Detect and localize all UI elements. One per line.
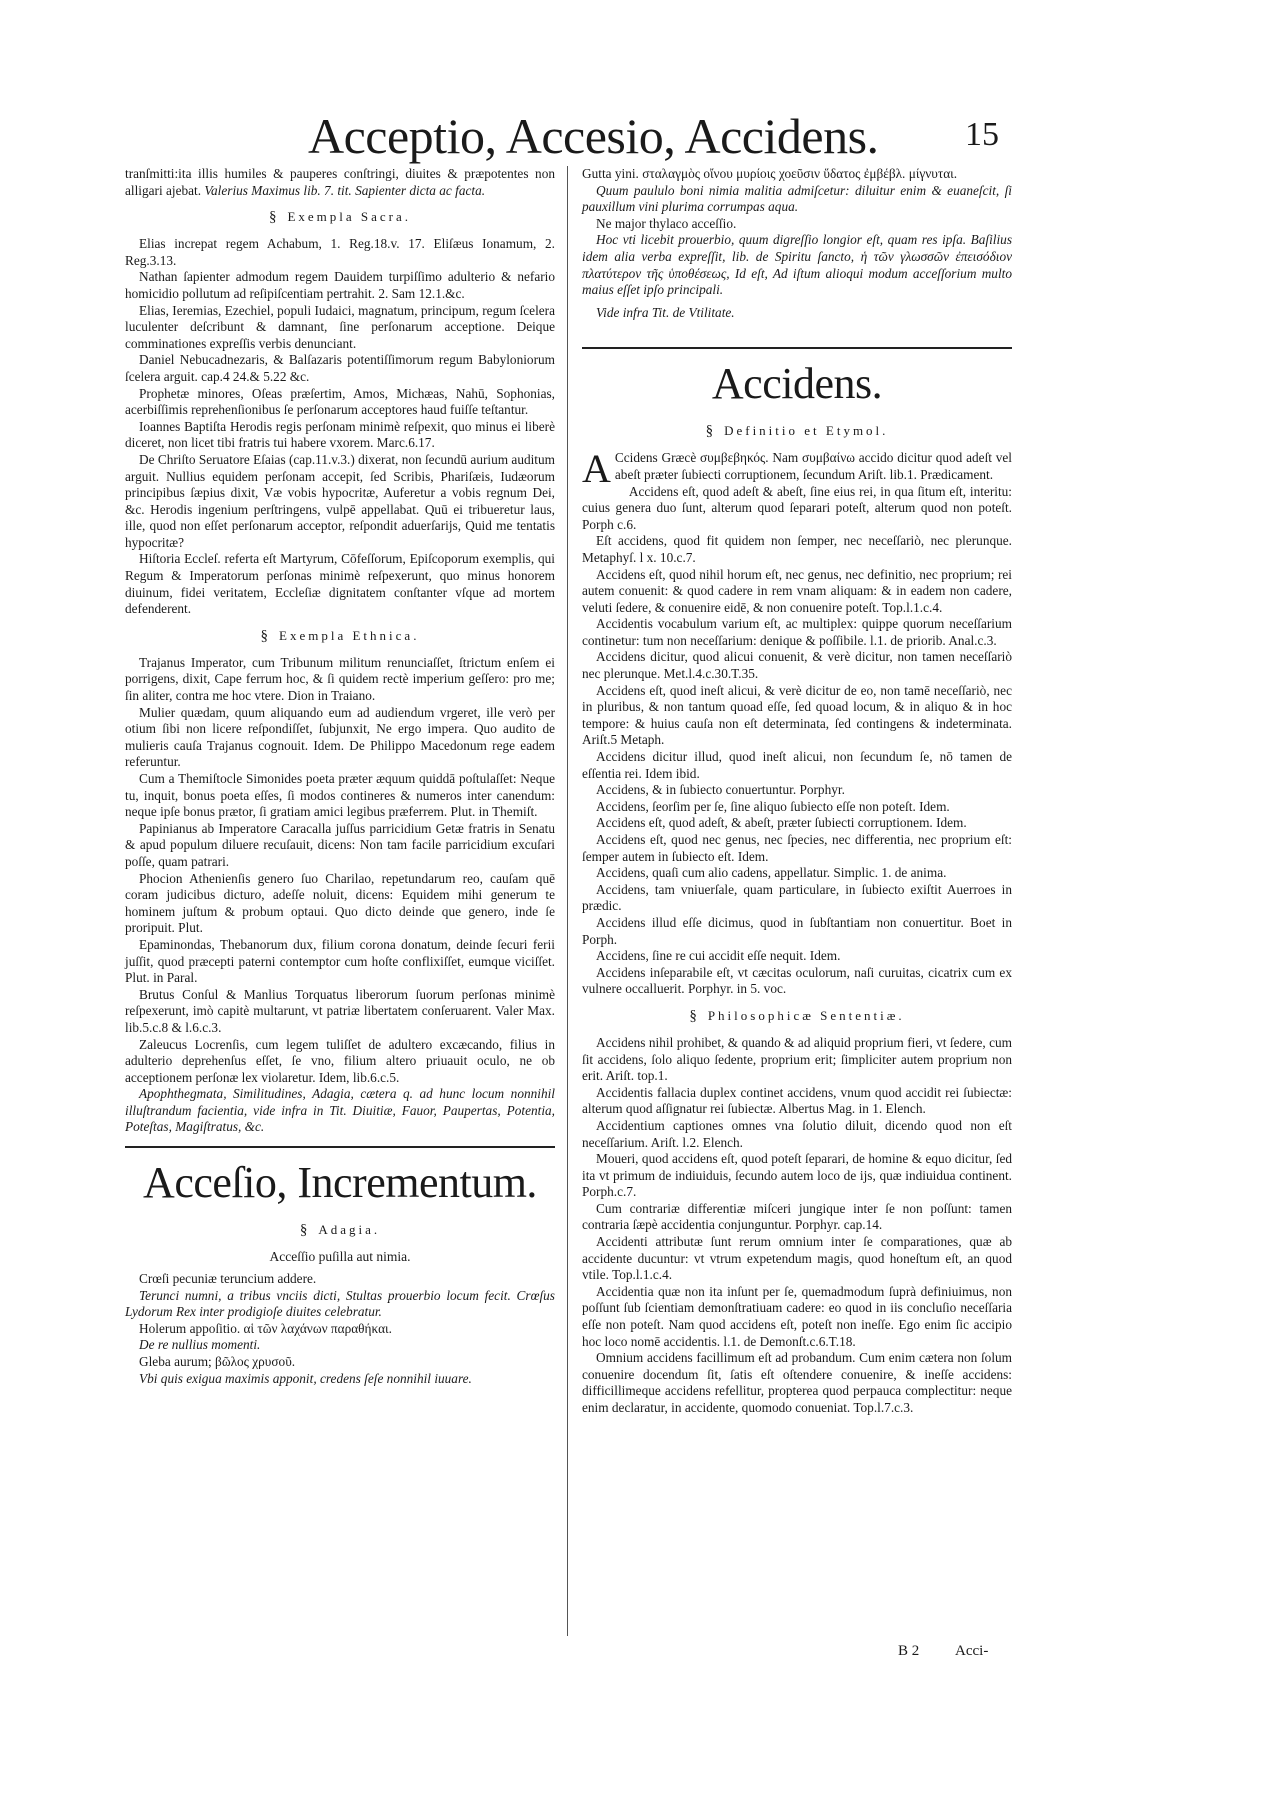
adage-line: Vbi quis exigua maximis apponit, credens ſeſe nonnihil iuuare. xyxy=(139,1370,472,1386)
heading-exempla-ethnica: § Exempla Ethnica. xyxy=(260,627,420,644)
paragraph: Papinianus ab Imperatore Caracalla juſſus parricidium Getæ fratris in Senatu & apud populum diluere recuſauit, dicens: Non tam facile parricidium excuſari poſſe, quam patrari. xyxy=(125,820,555,869)
section-title-accessio: Acceſio, Incrementum. xyxy=(143,1158,537,1208)
paragraph: Accidens inſeparabile eſt, vt cæcitas oculorum, naſi curuitas, cicatrix cum ex vulnere occalluerit. Porphyr. in 5. voc. xyxy=(582,964,1012,997)
paragraph: Moueri, quod accidens eſt, quod poteſt ſeparari, de homine & equo dicitur, ſed ita vt primum de indiuiduis, ſecundo autem loco de ijs, quæ indiuidua continent. Porph.c.7. xyxy=(582,1151,1012,1200)
adage-line: Hoc vti licebit prouerbio, quum digreſſio longior eſt, quam res ipſa. Baſilius idem alia verba expreſſit, lib. de Spiritu ſancto, ἡ τῶν γλωσσῶν ἐπεισόδιον πλατύτερον τῆς ὑποθέσεως, Id eſt, Ad iſtum alioqui modum acceſſorium multo maius eſſet ipſo principali. xyxy=(582,232,1012,298)
paragraph: Trajanus Imperator, cum Tribunum militum renunciaſſet, ſtrictum enſem ei porrigens, dixit, Cape ferrum hoc, & ſi quidem rectè imperium geſſero: pro me; ſin aliter, contra me hoc vtere. Dion in Traiano. xyxy=(125,654,555,704)
paragraph: Cum a Themiſtocle Simonides poeta præter æquum quiddā poſtulaſſet: Neque tu, inquit, bonus poeta eſſes, ſi modos contineres & numeros inter canendum: neque ipſe bonus prætor, ſi gratiam amici legibus præferrem. Plut. in Themiſt. xyxy=(125,771,555,820)
catchword: Acci- xyxy=(955,1643,989,1659)
paragraph: Accidens, ſine re cui accidit eſſe nequit. Idem. xyxy=(596,948,841,964)
adage-line: Gleba aurum; βῶλος χρυσοῦ. xyxy=(139,1354,296,1370)
left-column xyxy=(125,166,555,1387)
paragraph: Prophetæ minores, Oſeas præſertim, Amos, Michæas, Nahū, Sophonias, acerbiſſimis reprehenſionibus ſe perſonarum acceptores haud fuiſſe teſtantur. xyxy=(125,385,555,418)
paragraph: Daniel Nebucadnezaris, & Balſazaris potentiſſimorum regum Babyloniorum ſcelera arguit. cap.4 24.& 5.22 &c. xyxy=(125,352,555,384)
running-title: Acceptio, Accesio, Accidens. xyxy=(308,108,879,164)
heading-definitio: § Definitio et Etymol. xyxy=(705,423,889,440)
paragraph: Accidens, & in ſubiecto conuertuntur. Porphyr. xyxy=(596,782,845,798)
paragraph: Epaminondas, Thebanorum dux, filium corona donatum, deinde ſecuri ferii juſſit, quod præcepti paterni contemptor cum hoſte conflixiſſet, eumque viciſſet. Plut. in Paral. xyxy=(125,936,555,986)
section-rule xyxy=(125,1146,555,1148)
adage-line: Terunci numni, a tribus vnciis dicti, Stultas prouerbio locum fecit. Crœſus Lydorum Rex inter prodigioſe diuites celebratur. xyxy=(125,1287,555,1320)
adage-line: Ne major thylaco acceſſio. xyxy=(596,215,737,231)
paragraph: Accidentis fallacia duplex continet accidens, vnum quod accidit rei ſubiectæ: alterum quod aſſignatur rei ſubiectæ. Albertus Mag. in 1. Elench. xyxy=(582,1084,1012,1117)
paragraph: Zaleucus Locrenſis, cum legem tuliſſet de adultero excæcando, filius in adulterio deprehenſus eſſet, ſe vno, filium altero priuauit oculo, ne ob acceptionem perſonæ lex violaretur. Idem, lib.6.c.5. xyxy=(125,1036,555,1085)
paragraph: Accidentium captiones omnes vna ſolutio diluit, dicendo quod non eſt neceſſarium. Ariſt. l.2. Elench. xyxy=(582,1117,1012,1150)
paragraph: Accidens, ſeorſim per ſe, ſine aliquo ſubiecto eſſe non poteſt. Idem. xyxy=(596,798,950,814)
section-rule xyxy=(582,347,1012,349)
adage-line: Holerum appoſitio. αἱ τῶν λαχάνων παραθήκαι. xyxy=(139,1320,392,1336)
cross-reference: Vide infra Tit. de Vtilitate. xyxy=(596,304,735,320)
paragraph: Cum contrariæ differentiæ miſceri jungique inter ſe non poſſunt: tamen contraria ſæpè accidentia conjunguntur. Porphyr. cap.14. xyxy=(582,1200,1012,1233)
paragraph: Elias, Ieremias, Ezechiel, populi Iudaici, magnatum, principum, regum ſcelera luculenter deſcribunt & damnant, ſine perſonarum acceptione. Deique comminationes expreſſis verbis denunciant. xyxy=(125,302,555,351)
adagia-subheading: Acceſſio puſilla aut nimia. xyxy=(269,1249,411,1265)
paragraph: Accidens eſt, quod ineſt alicui, & verè dicitur de eo, non tamē neceſſariò, nec in pluribus, & non tantum quoad eſſe, ſed quoad locum, & in aliquo & in hoc tempore: & huius cauſa non eſt determinata, ſed contingens & indeterminata. Ariſt.5 Metaph. xyxy=(582,682,1012,748)
paragraph: Phocion Athenienſis genero ſuo Charilao, repetundarum reo, cauſam quē coram judicibus dicturo, adeſſe noluit, dicens: Equidem mihi generum te hominem juſtum & probum optaui. Quo dicto deinde que genero, inde ſe proripuit. Plut. xyxy=(125,870,555,936)
paragraph-mark-icon: § xyxy=(260,627,272,644)
paragraph-mark-icon: § xyxy=(689,1007,700,1024)
paragraph: Accidens nihil prohibet, & quando & ad aliquid proprium fieri, vt ſedere, cum ſit accidens, ſolo aliquo ſedente, proprium erit; ſimpliciter autem proprium non erit. Ariſt. top.1. xyxy=(582,1034,1012,1084)
paragraph-mark-icon: § xyxy=(299,1222,311,1239)
paragraph: Accidenti attributæ ſunt rerum omnium inter ſe comparationes, quæ ab accidente ducuntur: vt vtrum expetendum magis, quod honeſtum eſt, an quod vtile. Top.l.1.c.4. xyxy=(582,1234,1012,1283)
paragraph: Accidens, quaſi cum alio cadens, appellatur. Simplic. 1. de anima. xyxy=(596,865,947,881)
heading-adagia: § Adagia. xyxy=(299,1222,381,1239)
paragraph: Mulier quædam, quum aliquando eum ad audiendum vrgeret, ille verò per otium ſibi non licere reſpondiſſet, ſubjunxit, Ne ergo impera. Quo audito de mulieris cauſa Trajanus cognouit. Idem. De Philippo Macedonum rege eadem referuntur. xyxy=(125,704,555,770)
paragraph: Accidens dicitur illud, quod ineſt alicui, non ſecundum ſe, nō tamen de eſſentia rei. Idem ibid. xyxy=(582,749,1012,781)
paragraph: De Chriſto Seruatore Eſaias (cap.11.v.3.) dixerat, non ſecundū aurium auditum arguit. Nullius equidem perſonam accepit, ſed Scribis, Phariſæis, Iudæorum principibus ſæpius dixit, Væ vobis hypocritæ, Auferetur a vobis regnum Dei, &c. Herodis ingenium perſtringens, vulpē appellabat. Quū ei tribueretur laus, ille, quod non eſſet perſonarum acceptor, reſpondit aduerſarijs, Quid me tentatis hypocritæ? xyxy=(125,451,555,550)
paragraph: Accidens eſt, quod nec genus, nec ſpecies, nec differentia, nec proprium eſt: ſemper autem in ſubiecto eſt. Idem. xyxy=(582,832,1012,864)
apophthegmata-note: Apophthegmata, Similitudines, Adagia, cætera q. ad hunc locum nonnihil illuſtrandum facientia, vide infra in Tit. Diuitiæ, Fauor, Paupertas, Potentia, Poteſtas, Magiſtratus, &c. xyxy=(125,1086,555,1135)
paragraph: Brutus Conſul & Manlius Torquatus liberorum ſuorum perſonas minimè reſpexerunt, imò capitè multarunt, vt patriæ libertatem conſeruarent. Valer Max. lib.5.c.8 & l.6.c.3. xyxy=(125,986,555,1035)
paragraph: Accidens dicitur, quod alicui conuenit, & verè dicitur, non tamen neceſſariò nec plerunque. Met.l.4.c.30.T.35. xyxy=(582,649,1012,682)
paragraph: A Ccidens Græcè συμβεβηκός. Nam συμβαίνω accido dicitur quod adeſt vel abeſt præter ſubiecti corruptionem, ſecundum Ariſt. lib.1. Prædicament. xyxy=(582,446,1012,492)
paragraph: Accidens eſt, quod nihil horum eſt, nec genus, nec definitio, nec proprium; rei autem conuenit: & quod cadere in rem vnam aliquam: & in eadem non cadere, veluti ſedere, & conuenire eidē, & non conuenire poteſt. Top.l.1.c.4. xyxy=(582,566,1012,615)
paragraph: Nathan ſapienter admodum regem Dauidem turpiſſimo adulterio & nefario homicidio pollutum ad reſipiſcentiam pertrahit. 2. Sam 12.1.&c. xyxy=(125,269,555,301)
right-column xyxy=(582,166,1012,1417)
adage-line: Crœſi pecuniæ teruncium addere. xyxy=(139,1271,317,1287)
column-divider xyxy=(567,166,568,1636)
page-number: 15 xyxy=(965,116,999,153)
paragraph: Omnium accidens facillimum eſt ad probandum. Cum enim cætera non ſolum conuenire docendum ſit, ſatis eſt oſtendere conuenire, & ineſſe accidens: difficillimeque accidens refellitur, propterea quod perpauca complectitur: neque enim declaratur, in accidente, quomodo conueniat. Top.l.7.c.3. xyxy=(582,1350,1012,1415)
heading-philosophicae: § Philosophicæ Sententiæ. xyxy=(689,1007,905,1024)
paragraph: Eſt accidens, quod fit quidem non ſemper, nec neceſſariò, nec plerunque. Metaphyſ. l x. 10.c.7. xyxy=(582,533,1012,565)
paragraph: Accidentia quæ non ita inſunt per ſe, quemadmodum ſuprà definiuimus, non poſſunt ſub ſcientiam demonſtratiuam cadere: eo quod in iis concluſio neceſſaria eſſe non poteſt. Nam quod accidens eſt, poteſt non ineſſe. Ego enim ſic accipio hoc loco nomē accidentis. l.1. de Demonſt.c.6.T.18. xyxy=(582,1283,1012,1349)
paragraph: Accidentis vocabulum varium eſt, ac multiplex: quippe quorum neceſſarium continetur: tum non neceſſarium: denique & poſſibile. l.1. de priorib. Anal.c.3. xyxy=(582,616,1012,648)
paragraph: Accidens, tam vniuerſale, quam particulare, in ſubiecto exiſtit Auerroes in prædic. xyxy=(582,881,1012,914)
signature-mark: B 2 xyxy=(898,1643,920,1659)
adage-line: De re nullius momenti. xyxy=(139,1337,261,1353)
intro-paragraph: tranſmitti:ita illis humiles & pauperes conſtringi, diuites & præpotentes non alligari ajebat. Valerius Maximus lib. 7. tit. Sapienter dicta ac facta. xyxy=(125,166,555,198)
paragraph-mark-icon: § xyxy=(268,209,280,226)
paragraph: Accidens eſt, quod adeſt, & abeſt, præter ſubiecti corruptionem. Idem. xyxy=(596,815,967,831)
paragraph: Accidens illud eſſe dicimus, quod in ſubſtantiam non conuertitur. Boet in Porph. xyxy=(582,914,1012,947)
paragraph: Accidens eſt, quod adeſt & abeſt, ſine eius rei, in qua ſitum eſt, interitu: cuius genera duo ſunt, alterum quod ſeparari poteſt, alterum quod non poteſt. Porph c.6. xyxy=(582,483,1012,532)
paragraph: Ioannes Baptiſta Herodis regis perſonam minimè reſpexit, quo minus ei liberè diceret, non licet tibi fratris tui habere vxorem. Marc.6.17. xyxy=(125,418,555,451)
paragraph: Hiſtoria Eccleſ. referta eſt Martyrum, Cōfeſſorum, Epiſcoporum exemplis, qui Regum & Imperatorum perſonas minimè reſpexerunt, quo minus honorem diuinum, fidei veritatem, Eccleſiæ dignitatem conſtanter vſque ad mortem defenderent. xyxy=(125,551,555,617)
adage-line: Quum paululo boni nimia malitia admiſcetur: diluitur enim & euaneſcit, ſi pauxillum vini plurima corrumpas aqua. xyxy=(582,182,1012,215)
drop-cap: A xyxy=(582,446,611,492)
adage-line: Gutta yini. σταλαγμὸς οἴνου μυρίοις χοεῦσιν ὕδατος ἐμβέβλ. μίγνυται. xyxy=(582,166,958,181)
heading-exempla-sacra: § Exempla Sacra. xyxy=(268,209,412,226)
paragraph-mark-icon: § xyxy=(705,423,717,440)
paragraph: Elias increpat regem Achabum, 1. Reg.18.v. 17. Eliſæus Ionamum, 2. Reg.3.13. xyxy=(125,236,555,268)
citation: Valerius Maximus lib. 7. tit. Sapienter dicta ac facta. xyxy=(204,182,486,198)
section-title-accidens: Accidens. xyxy=(711,359,883,409)
